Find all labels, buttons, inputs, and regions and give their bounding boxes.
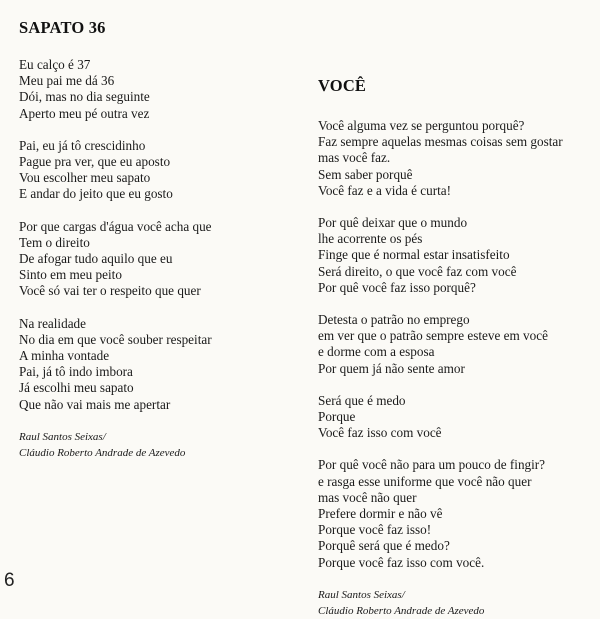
- stanza-1: [318, 118, 593, 199]
- stanza-4: [19, 316, 289, 413]
- lyric-line: Você faz e a vida é curta!: [318, 182, 452, 198]
- song-credits: [19, 429, 289, 461]
- song-credits: [318, 587, 593, 619]
- song-voce: [318, 76, 593, 619]
- lyric-line: Finge que é normal estar insatisfeito: [318, 247, 510, 263]
- credit-line: Raul Santos Seixas/: [318, 588, 405, 601]
- lyric-line: Eu calço é 37: [19, 57, 91, 72]
- lyric-line: A minha vontade: [19, 348, 110, 364]
- song-title: VOCÊ: [318, 76, 367, 95]
- lyric-line: Detesta o patrão no emprego: [318, 312, 470, 328]
- lyric-line: Já escolhi meu sapato: [19, 380, 134, 396]
- stanza-1: [19, 57, 289, 122]
- lyric-line: Por quem já não sente amor: [318, 360, 465, 376]
- stanza-2: [318, 215, 593, 296]
- lyric-line: Você só vai ter o respeito que quer: [19, 283, 201, 299]
- lyric-line: Sem saber porquê: [318, 166, 413, 182]
- lyric-line: Porque você faz isso!: [318, 522, 432, 538]
- lyric-line: Na realidade: [19, 315, 86, 331]
- page-number: 6: [4, 570, 15, 591]
- lyric-line: Prefere dormir e não vê: [318, 506, 443, 522]
- stanza-5: [318, 457, 593, 570]
- stanza-3: [318, 312, 593, 377]
- lyric-line: Será que é medo: [318, 392, 406, 408]
- lyric-line: Por quê você faz isso porquê?: [318, 279, 476, 295]
- lyric-line: No dia em que você souber respeitar: [19, 331, 212, 347]
- song-title: SAPATO 36: [19, 18, 106, 37]
- lyric-line: Pague pra ver, que eu aposto: [19, 154, 171, 170]
- lyric-line: Tem o direito: [19, 234, 90, 250]
- lyric-line: Dói, mas no dia seguinte: [19, 89, 150, 105]
- lyric-line: Vou escolher meu sapato: [19, 170, 151, 186]
- lyric-line: E andar do jeito que eu gosto: [19, 186, 173, 202]
- lyric-line: Você faz isso com você: [318, 425, 442, 441]
- stanza-2: [19, 138, 289, 203]
- lyric-line: Por que cargas d'água você acha que: [19, 218, 212, 234]
- credit-line: Cláudio Roberto Andrade de Azevedo: [19, 446, 186, 459]
- stanza-3: [19, 219, 289, 300]
- lyric-line: Por quê você não para um pouco de fingir?: [318, 457, 546, 473]
- lyric-line: e rasga esse uniforme que você não quer: [318, 473, 532, 489]
- lyric-line: Porque: [318, 409, 356, 425]
- lyric-line: Aperto meu pé outra vez: [19, 105, 150, 121]
- lyric-line: Pai, eu já tô crescidinho: [19, 137, 146, 153]
- lyric-line: em ver que o patrão sempre esteve em você: [318, 328, 548, 344]
- lyric-line: Porquê será que é medo?: [318, 538, 450, 554]
- lyric-line: e dorme com a esposa: [318, 344, 435, 360]
- credit-line: Cláudio Roberto Andrade de Azevedo: [318, 604, 485, 617]
- lyric-line: Pai, já tô indo imbora: [19, 364, 133, 380]
- lyric-line: Faz sempre aquelas mesmas coisas sem gostar: [318, 134, 563, 150]
- credit-line: Raul Santos Seixas/: [19, 430, 106, 443]
- song-sapato-36: [19, 18, 289, 461]
- lyric-line: Que não vai mais me apertar: [19, 396, 171, 412]
- lyric-line: De afogar tudo aquilo que eu: [19, 251, 173, 267]
- lyric-line: Por quê deixar que o mundo: [318, 215, 468, 231]
- lyric-line: Você alguma vez se perguntou porquê?: [318, 118, 525, 133]
- lyric-line: Porque você faz isso com você.: [318, 554, 485, 570]
- lyric-line: Meu pai me dá 36: [19, 73, 115, 89]
- lyric-line: lhe acorrente os pés: [318, 231, 423, 247]
- lyric-line: Sinto em meu peito: [19, 267, 122, 283]
- lyric-line: mas você faz.: [318, 150, 391, 166]
- stanza-4: [318, 393, 593, 442]
- lyric-line: mas você não quer: [318, 489, 417, 505]
- lyric-line: Será direito, o que você faz com você: [318, 263, 517, 279]
